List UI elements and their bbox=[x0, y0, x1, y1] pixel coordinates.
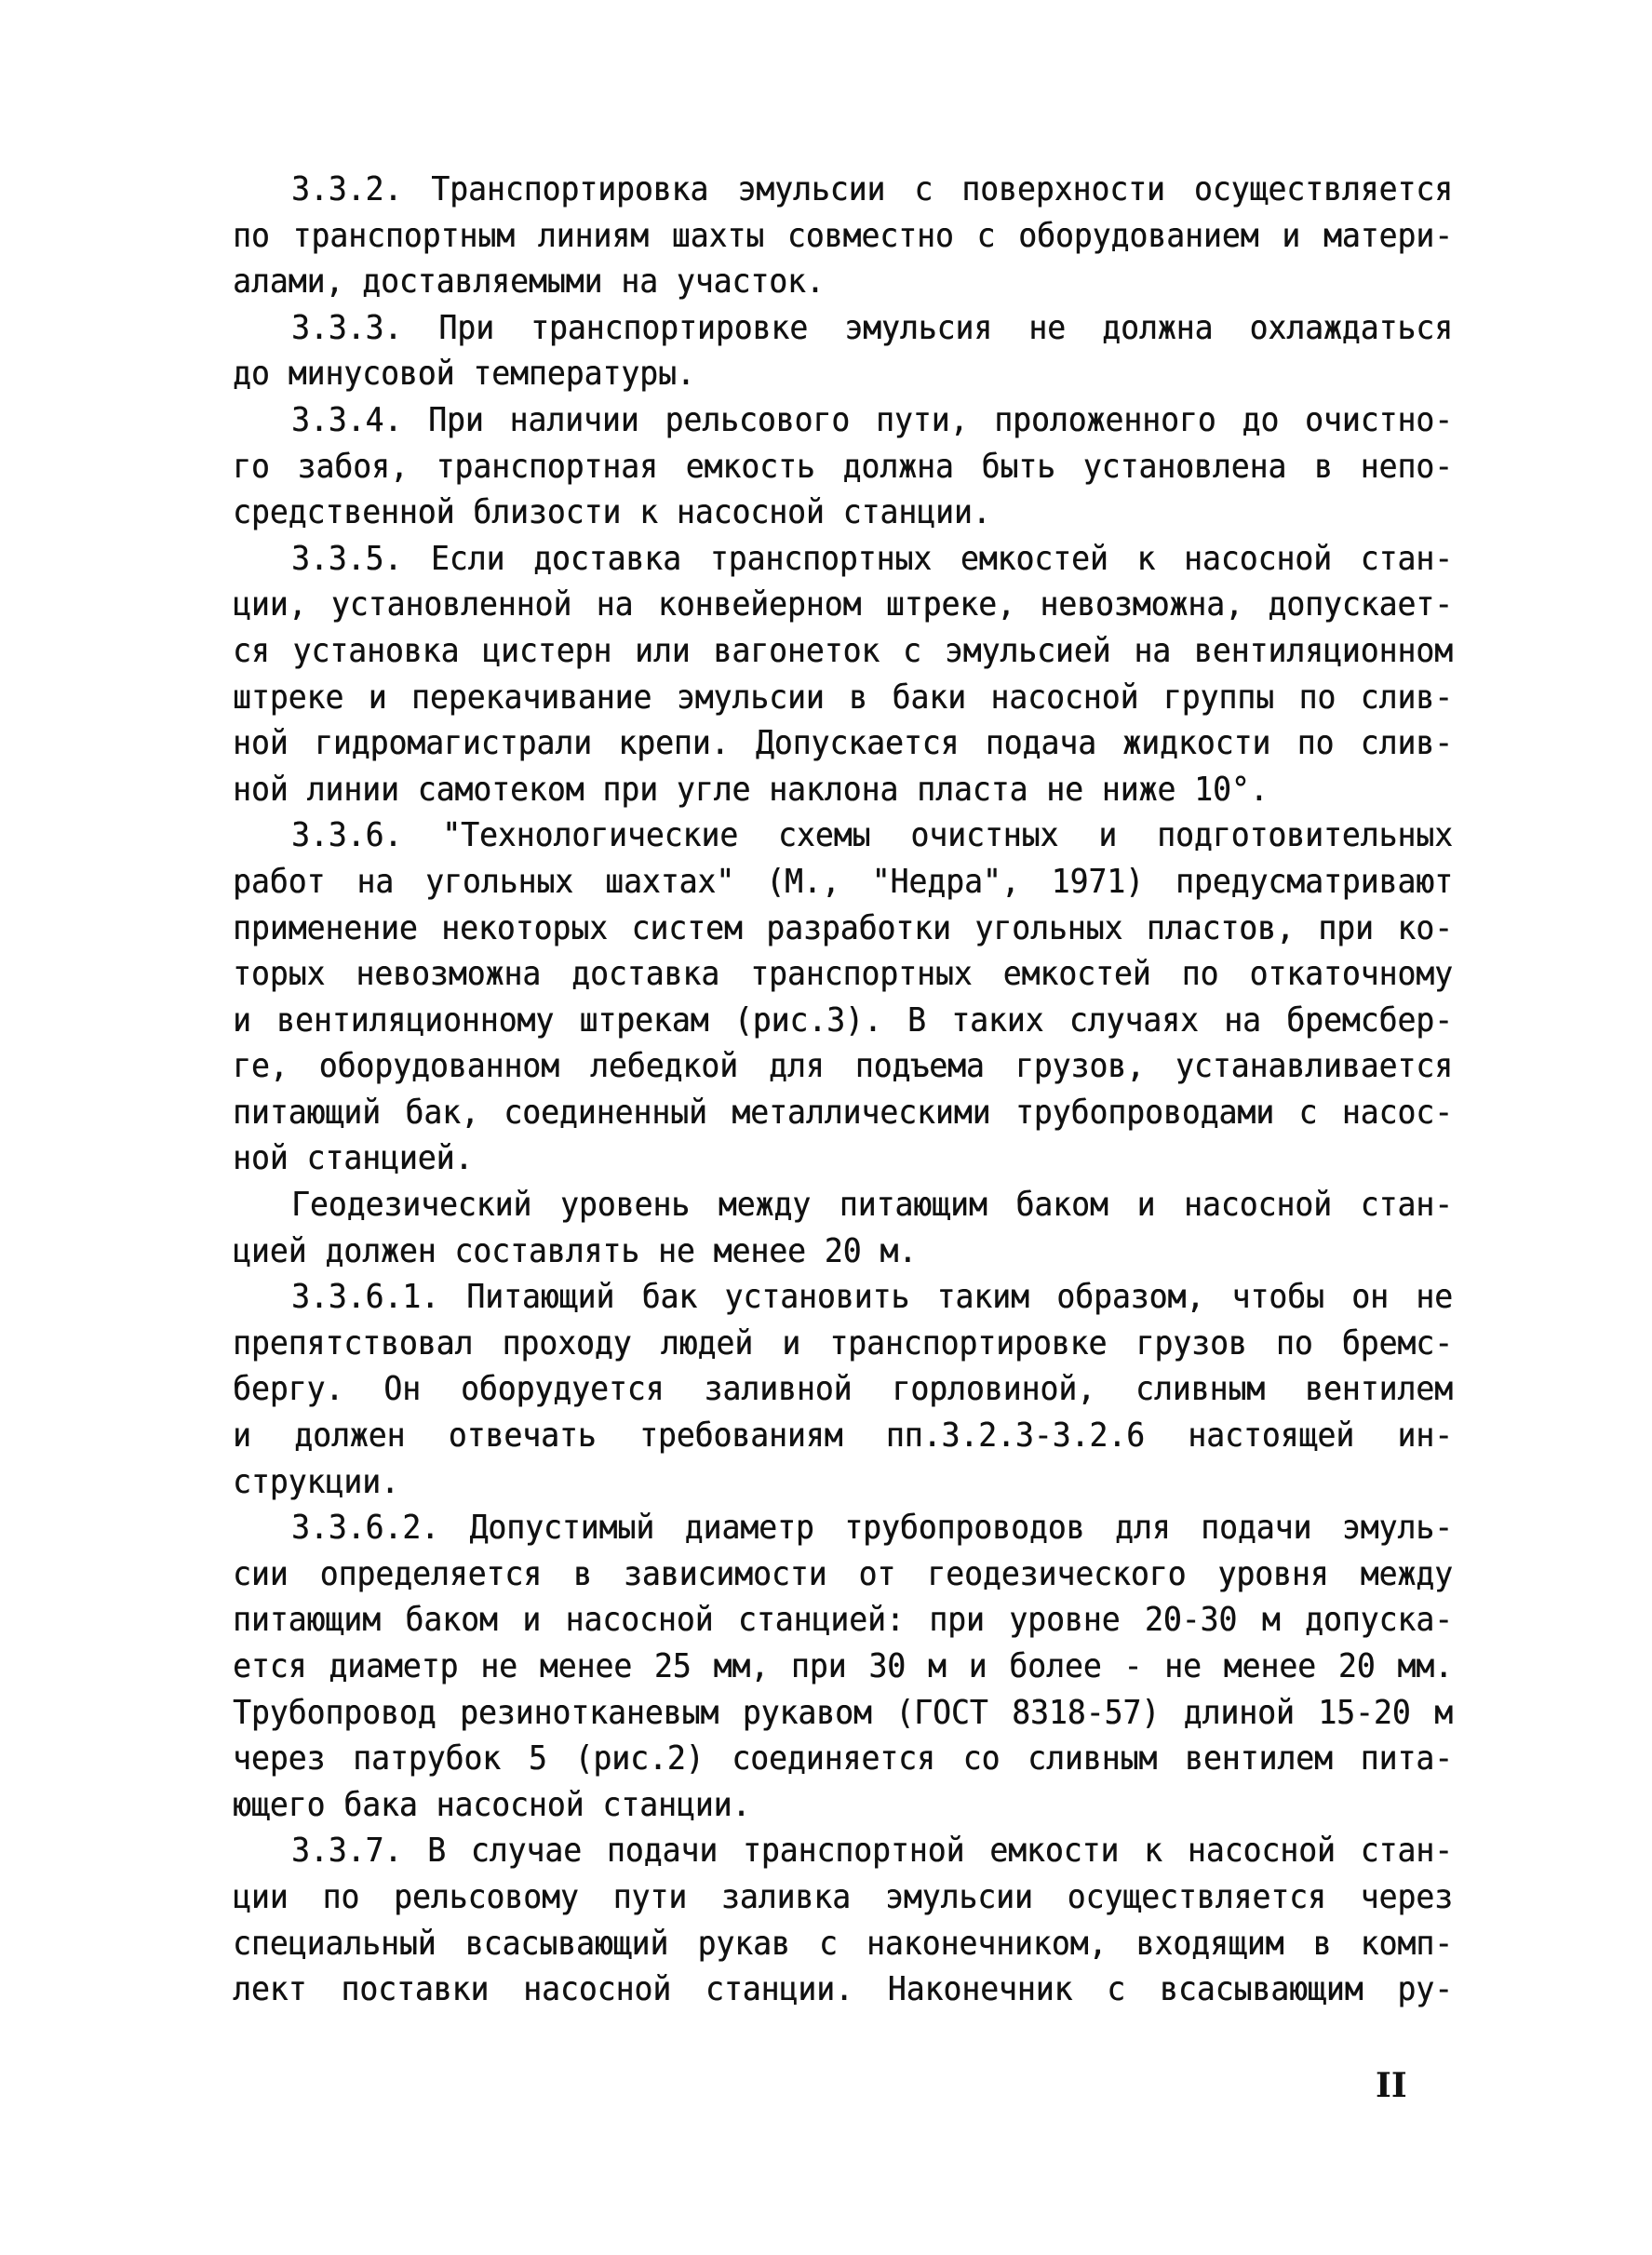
text-line: Трубопровод резинотканевым рукавом (ГОСТ 8318-57) длиной 15-20 м bbox=[233, 1692, 1453, 1732]
text-line: по транспортным линиям шахты совместно с оборудованием и матери- bbox=[233, 215, 1453, 255]
text-line: 3.3.7. В случае подачи транспортной емкости к насосной стан- bbox=[291, 1830, 1453, 1870]
text-line: ной станцией. bbox=[233, 1137, 474, 1178]
document-body bbox=[233, 166, 1453, 2012]
text-line: 3.3.5. Если доставка транспортных емкостей к насосной стан- bbox=[291, 538, 1453, 578]
text-line: бергу. Он оборудуется заливной горловиной, сливным вентилем bbox=[233, 1368, 1453, 1408]
text-line: и вентиляционному штрекам (рис.3). В таких случаях на бремсбер- bbox=[233, 1000, 1453, 1040]
text-line: ся установка цистерн или вагонеток с эмульсией на вентиляционном bbox=[233, 630, 1453, 670]
text-line: ной линии самотеком при угле наклона пласта не ниже 10°. bbox=[233, 769, 1269, 809]
text-line: препятствовал проходу людей и транспортировке грузов по бремс- bbox=[233, 1322, 1453, 1362]
text-line: го забоя, транспортная емкость должна быть установлена в непо- bbox=[233, 445, 1453, 486]
text-line: ге, оборудованном лебедкой для подъема грузов, устанавливается bbox=[233, 1045, 1453, 1085]
text-line: торых невозможна доставка транспортных емкостей по откаточному bbox=[233, 953, 1453, 993]
page-number: II bbox=[1376, 2066, 1407, 2105]
text-line: питающий бак, соединенный металлическими трубопроводами с насос- bbox=[233, 1092, 1453, 1132]
text-line: работ на угольных шахтах" (М., "Недра", 1971) предусматривают bbox=[233, 861, 1453, 901]
text-line: Геодезический уровень между питающим баком и насосной стан- bbox=[291, 1184, 1453, 1224]
text-line: питающим баком и насосной станцией: при уровне 20-30 м допуска- bbox=[233, 1599, 1453, 1639]
text-line: 3.3.2. Транспортировка эмульсии с поверхности осуществляется bbox=[291, 168, 1453, 208]
text-line: через патрубок 5 (рис.2) соединяется со сливным вентилем пита- bbox=[233, 1738, 1453, 1778]
text-line: применение некоторых систем разработки угольных пластов, при ко- bbox=[233, 906, 1453, 947]
text-line: ции по рельсовому пути заливка эмульсии осуществляется через bbox=[233, 1876, 1453, 1916]
text-line: и должен отвечать требованиям пп.3.2.3-3.2.6 настоящей ин- bbox=[233, 1415, 1453, 1455]
text-line: ции, установленной на конвейерном штреке, невозможна, допускает- bbox=[233, 584, 1453, 624]
text-line: 3.3.6.2. Допустимый диаметр трубопроводов для подачи эмуль- bbox=[291, 1507, 1453, 1547]
text-line: штреке и перекачивание эмульсии в баки насосной группы по слив- bbox=[233, 676, 1453, 717]
text-line: лект поставки насосной станции. Наконечник с всасывающим ру- bbox=[233, 1968, 1453, 2008]
text-line: до минусовой температуры. bbox=[233, 353, 695, 393]
text-line: специальный всасывающий рукав с наконечником, входящим в комп- bbox=[233, 1922, 1453, 1963]
text-line: 3.3.6.1. Питающий бак установить таким образом, чтобы он не bbox=[291, 1276, 1453, 1316]
text-line: цией должен составлять не менее 20 м. bbox=[233, 1230, 918, 1270]
text-line: алами, доставляемыми на участок. bbox=[233, 261, 825, 301]
text-line: струкции. bbox=[233, 1461, 399, 1501]
text-line: 3.3.6. "Технологические схемы очистных и подготовительных bbox=[291, 814, 1453, 854]
text-line: сии определяется в зависимости от геодезического уровня между bbox=[233, 1553, 1453, 1593]
text-line: ной гидромагистрали крепи. Допускается подача жидкости по слив- bbox=[233, 722, 1453, 762]
text-line: ется диаметр не менее 25 мм, при 30 м и более - не менее 20 мм. bbox=[233, 1645, 1453, 1685]
text-line: 3.3.3. При транспортировке эмульсия не должна охлаждаться bbox=[291, 307, 1453, 347]
text-line: 3.3.4. При наличии рельсового пути, проложенного до очистно- bbox=[291, 399, 1453, 439]
text-line: средственной близости к насосной станции. bbox=[233, 491, 991, 531]
text-line: ющего бака насосной станции. bbox=[233, 1784, 751, 1824]
